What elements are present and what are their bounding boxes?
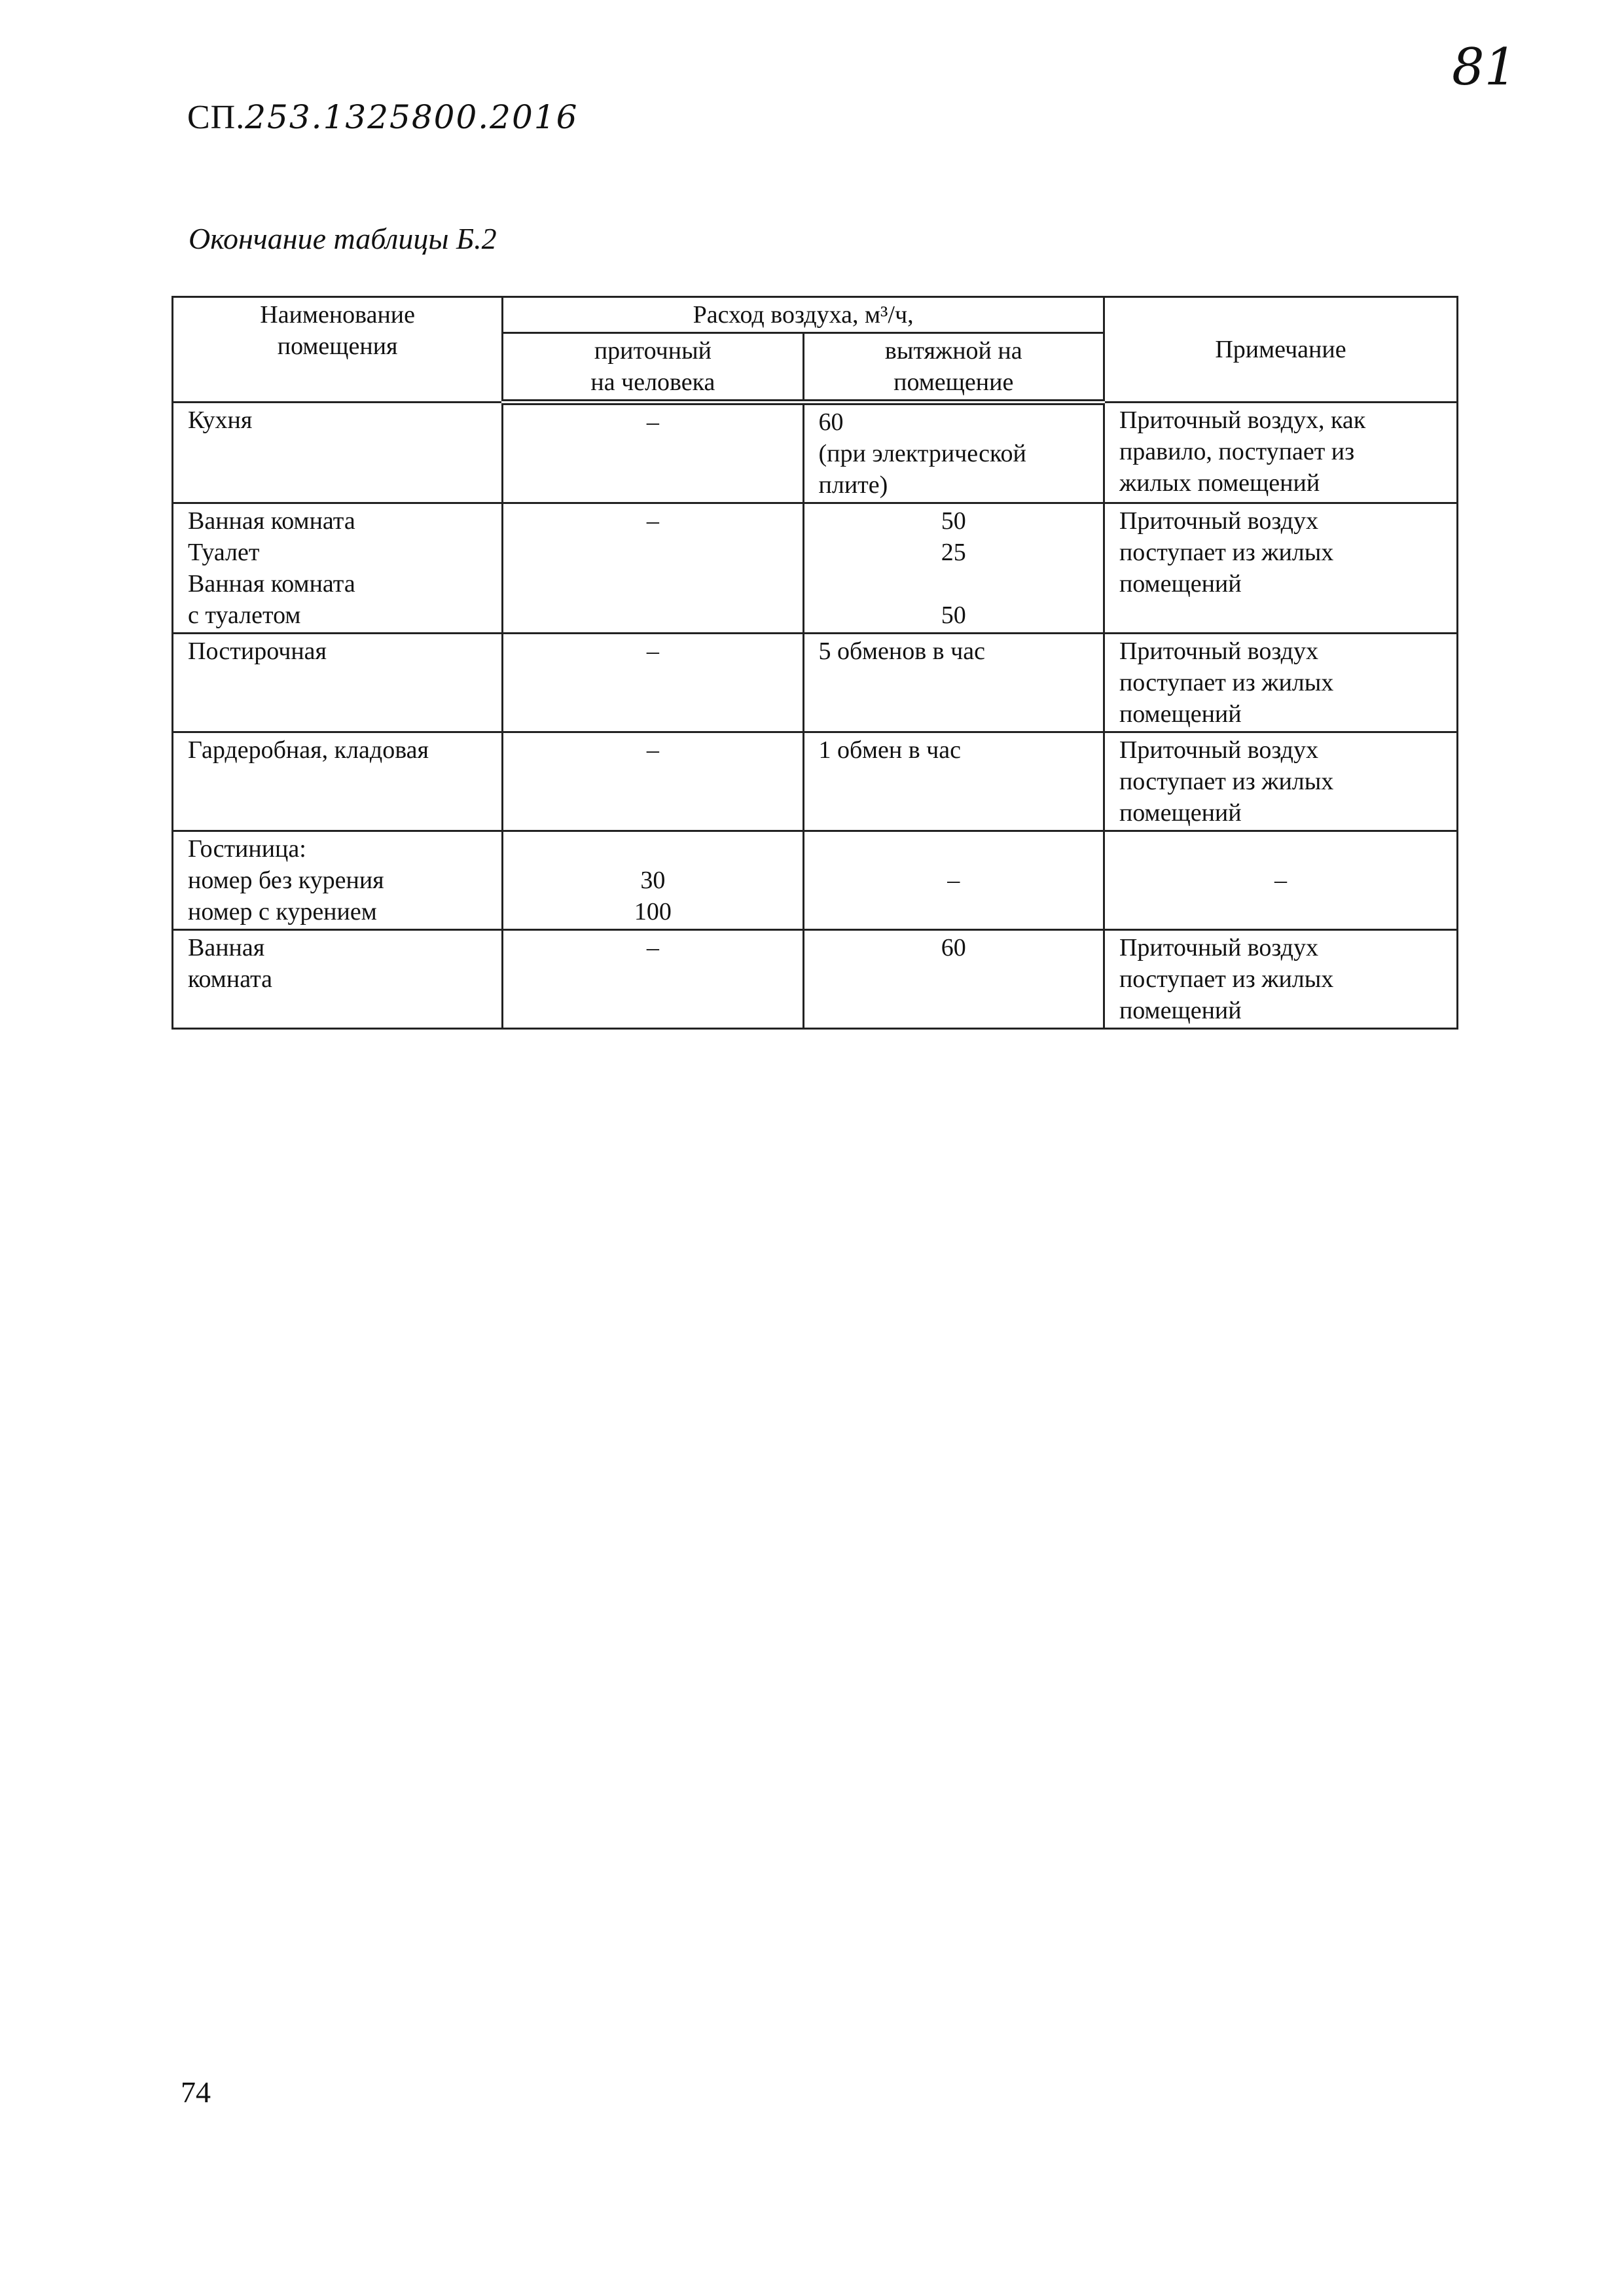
- exhaust-cell: 1 обмен в час: [803, 732, 1104, 831]
- header-room-name: Наименование помещения: [173, 297, 503, 403]
- handwritten-page-mark: 81: [1452, 38, 1517, 97]
- supply-cell: –: [503, 634, 803, 732]
- exhaust-cell: 60: [803, 930, 1104, 1029]
- exhaust-cell: 5 обменов в час: [803, 634, 1104, 732]
- room-name-cell: Ванная комната Туалет Ванная комната с туалетом: [173, 503, 503, 634]
- supply-cell: –: [503, 503, 803, 634]
- note-cell: Приточный воздух поступает из жилых помещений: [1104, 503, 1457, 634]
- table-row: [173, 831, 1458, 930]
- exhaust-cell: –: [803, 831, 1104, 930]
- supply-cell: –: [503, 732, 803, 831]
- header-supply: приточный на человека: [503, 333, 803, 403]
- table-row: [173, 732, 1458, 831]
- room-name-cell: Ванная комната: [173, 930, 503, 1029]
- supply-cell: –: [503, 930, 803, 1029]
- room-name-cell: Гостиница: номер без курения номер с курением: [173, 831, 503, 930]
- document-code-handwritten: 253.1325800.2016: [245, 98, 579, 136]
- note-cell: Приточный воздух поступает из жилых помещений: [1104, 930, 1457, 1029]
- table-row: [173, 634, 1458, 732]
- note-cell: Приточный воздух поступает из жилых помещений: [1104, 634, 1457, 732]
- table-row: [173, 403, 1458, 503]
- table-row: [173, 503, 1458, 634]
- document-code: [187, 98, 578, 137]
- document-code-prefix: СП.: [187, 99, 245, 136]
- table-caption: Окончание таблицы Б.2: [189, 222, 497, 255]
- header-note: Примечание: [1104, 297, 1457, 403]
- room-name-cell: Кухня: [173, 403, 503, 503]
- supply-cell: 30 100: [503, 831, 803, 930]
- page-number: 74: [181, 2075, 211, 2109]
- table-row: [173, 930, 1458, 1029]
- air-flow-table: [171, 296, 1458, 1030]
- room-name-cell: Постирочная: [173, 634, 503, 732]
- header-exhaust: вытяжной на помещение: [803, 333, 1104, 403]
- header-air-flow: Расход воздуха, м³/ч,: [503, 297, 1104, 333]
- note-cell: Приточный воздух поступает из жилых помещений: [1104, 732, 1457, 831]
- exhaust-cell: 60 (при электрической плите): [803, 403, 1104, 503]
- room-name-cell: Гардеробная, кладовая: [173, 732, 503, 831]
- supply-cell: –: [503, 403, 803, 503]
- exhaust-cell: 50 25 50: [803, 503, 1104, 634]
- note-cell: Приточный воздух, как правило, поступает из жилых помещений: [1104, 403, 1457, 503]
- note-cell: –: [1104, 831, 1457, 930]
